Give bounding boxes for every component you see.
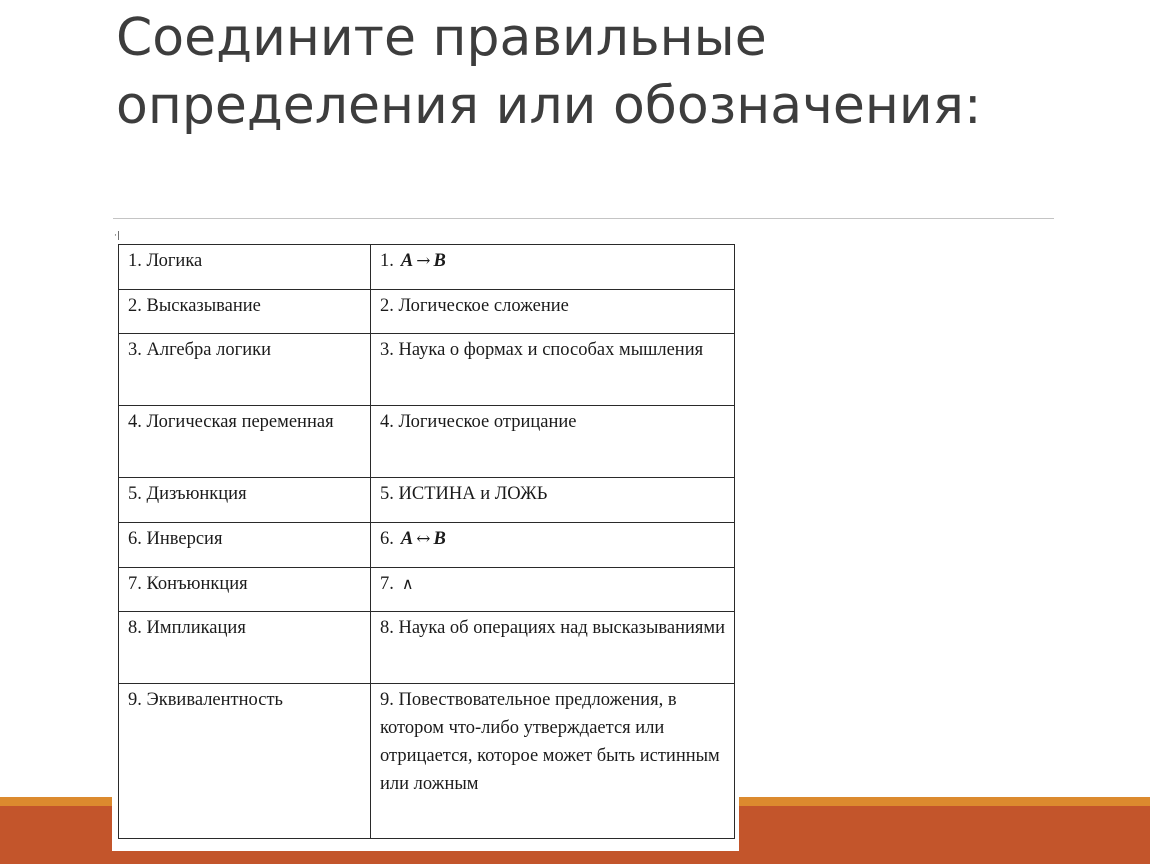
table-row: [119, 568, 735, 612]
table-row: [119, 478, 735, 523]
definition-number: 6.: [380, 529, 394, 549]
matching-table: [118, 244, 735, 839]
implication-arrow-symbol: →: [416, 251, 431, 271]
term-cell: 2. Высказывание: [119, 290, 371, 334]
equivalence-arrow-symbol: ↔: [416, 529, 431, 549]
definition-cell: 5. ИСТИНА и ЛОЖЬ: [371, 478, 735, 523]
math-variable-b: B: [433, 529, 446, 549]
term-cell: 4. Логическая переменная: [119, 406, 371, 478]
table-image-panel: [112, 229, 739, 851]
conjunction-symbol: ∧: [401, 574, 414, 593]
slide-title-line-1: Соедините правильные: [116, 8, 767, 68]
definition-number: 7.: [380, 574, 394, 594]
math-variable-b: B: [433, 251, 446, 271]
term-cell: 8. Импликация: [119, 612, 371, 684]
definition-cell: 8. Наука об операциях над высказываниями: [371, 612, 735, 684]
table-row: [119, 523, 735, 568]
table-row: [119, 334, 735, 406]
table-row: [119, 684, 735, 839]
table-row: [119, 290, 735, 334]
table-row: [119, 406, 735, 478]
title-divider: [113, 218, 1054, 219]
paragraph-marker: ·|: [114, 231, 120, 241]
table-row: [119, 612, 735, 684]
slide-title-line-2: определения или обозначения:: [116, 76, 982, 136]
term-cell: 5. Дизъюнкция: [119, 478, 371, 523]
term-cell: 3. Алгебра логики: [119, 334, 371, 406]
slide-title: [116, 4, 1076, 140]
table-row: [119, 245, 735, 290]
term-cell: 1. Логика: [119, 245, 371, 290]
definition-cell: [371, 245, 735, 290]
math-variable-a: A: [400, 251, 414, 271]
term-cell: 9. Эквивалентность: [119, 684, 371, 839]
definition-cell: 2. Логическое сложение: [371, 290, 735, 334]
definition-cell: 4. Логическое отрицание: [371, 406, 735, 478]
definition-cell: [371, 568, 735, 612]
definition-cell: 9. Повествовательное предложения, в котором что-либо утверждается или отрицается, которое может быть истинным или ложным: [371, 684, 735, 839]
definition-cell: 3. Наука о формах и способах мышления: [371, 334, 735, 406]
definition-number: 1.: [380, 251, 394, 271]
term-cell: 6. Инверсия: [119, 523, 371, 568]
term-cell: 7. Конъюнкция: [119, 568, 371, 612]
definition-cell: [371, 523, 735, 568]
math-variable-a: A: [400, 529, 414, 549]
